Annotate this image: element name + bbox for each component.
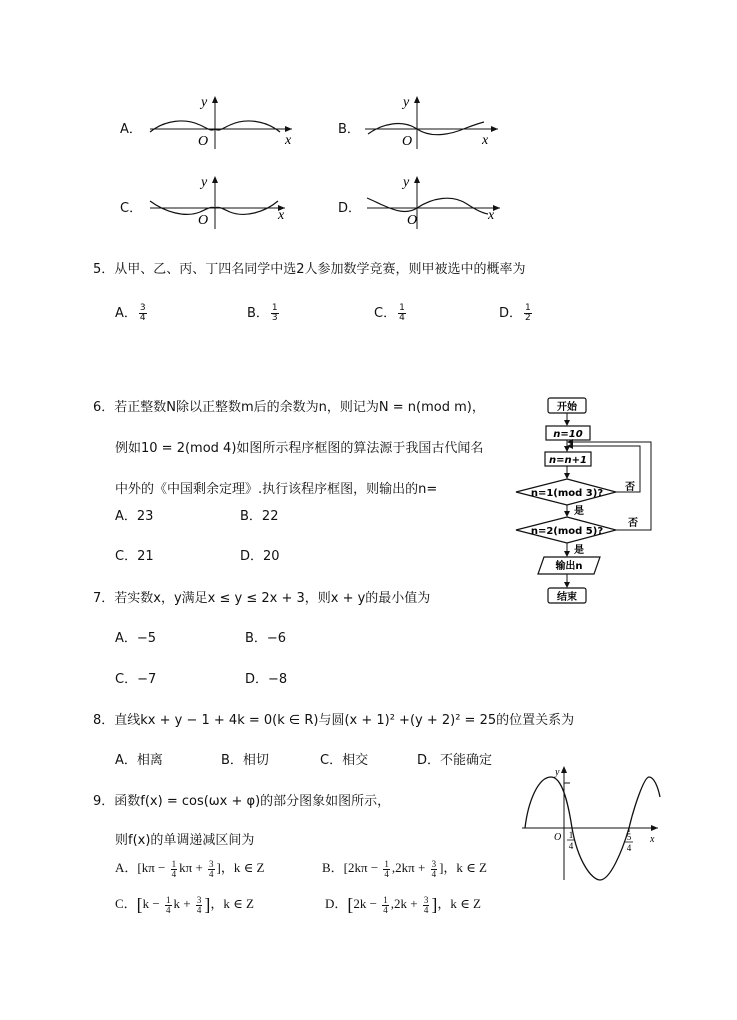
q4-d-origin: O <box>407 213 418 228</box>
q9-c-frac1 <box>165 896 172 915</box>
q9-c-den2: 4 <box>196 904 202 915</box>
q4-d-x-label: x <box>488 208 495 223</box>
q6-option-a: A．23 <box>115 509 154 524</box>
q7-option-d: D．−8 <box>245 672 288 687</box>
q4-c-x-label: x <box>278 208 285 223</box>
q5-c-den: 4 <box>399 313 405 323</box>
q6-line-1: 6．若正整数N除以正整数m后的余数为n，则记为N = n(mod m)， <box>93 400 485 415</box>
q9-b-num1: 1 <box>384 858 389 869</box>
q5-option-c <box>374 302 408 323</box>
q9-d-post: ，k ∈ Z <box>437 896 481 911</box>
flow-no-label-1: 否 <box>625 482 635 493</box>
q9-d-mid: ,2k + <box>390 896 421 911</box>
q4-b-origin: O <box>402 134 413 149</box>
q5-option-a-fraction <box>139 304 147 323</box>
q9-d-den1: 4 <box>383 904 388 915</box>
q6-line-3: 中外的《中国剩余定理》.执行该程序框图，则输出的n= <box>115 482 438 497</box>
q8-option-b: B．相切 <box>221 753 269 768</box>
q6-line-2: 例如10 = 2(mod 4)如图所示程序框图的算法源于我国古代闻名 <box>115 441 484 456</box>
flow-no-label-2: 否 <box>628 518 638 529</box>
q9-b-num2: 3 <box>431 858 437 869</box>
q9-graph-mark2-den: 4 <box>626 843 632 853</box>
flow-yes-label-1: 是 <box>574 506 584 517</box>
q4-a-x-label: x <box>285 133 292 148</box>
q8-question: 8．直线kx + y − 1 + 4k = 0(k ∈ R)与圆(x + 1)² +(y + 2)² = 25的位置关系为 <box>93 713 575 728</box>
q9-b-pre: [2kπ − <box>343 860 382 875</box>
q5-option-d-label: D． <box>499 306 523 321</box>
q4-option-a-label: A． <box>120 122 142 137</box>
q4-a-origin: O <box>198 134 209 149</box>
q9-line-2: 则f(x)的单调递减区间为 <box>115 833 255 848</box>
q4-graph-d <box>362 172 512 232</box>
flow-yes-label-2: 是 <box>574 545 584 556</box>
q9-d-num2: 3 <box>423 894 429 905</box>
q4-b-x-label: x <box>482 133 489 148</box>
q9-graph <box>518 762 663 887</box>
q7-option-a: A．−5 <box>115 631 157 646</box>
q5-c-num: 1 <box>399 303 405 313</box>
q9-b-frac1 <box>383 860 390 879</box>
q5-option-d-fraction <box>524 304 532 323</box>
q9-option-b <box>322 857 487 879</box>
q9-option-d <box>325 893 481 915</box>
q9-b-mid: ,2kπ + <box>391 860 429 875</box>
q9-a-num2: 3 <box>209 858 214 869</box>
q9-graph-y-label: y <box>555 767 560 778</box>
q4-c-y-label: y <box>201 175 208 190</box>
q6-option-c: C．21 <box>115 549 154 564</box>
q9-b-label: B． <box>322 860 344 875</box>
q5-option-c-label: C． <box>374 306 397 321</box>
q4-graph-a <box>145 92 295 152</box>
flow-end-text: 结束 <box>557 592 577 603</box>
q9-d-bracket-open: [ <box>347 894 354 915</box>
q9-d-frac1 <box>382 896 389 915</box>
q9-b-frac2 <box>431 860 438 879</box>
q7-question: 7．若实数x，y满足x ≤ y ≤ 2x + 3，则x + y的最小值为 <box>93 591 431 606</box>
q5-d-num: 1 <box>525 303 531 313</box>
q9-d-num1: 1 <box>383 894 388 905</box>
q6-option-b: B．22 <box>240 509 279 524</box>
q5-option-a-label: A． <box>115 306 137 321</box>
q9-b-den1: 4 <box>384 868 389 879</box>
q6-flowchart <box>508 392 658 612</box>
q8-option-d: D．不能确定 <box>417 753 493 768</box>
q9-a-frac1 <box>171 860 178 879</box>
q4-option-c-label: C． <box>120 201 143 216</box>
q9-graph-x-label: x <box>650 834 655 845</box>
q4-b-y-label: y <box>403 95 410 110</box>
q9-a-den1: 4 <box>171 868 177 879</box>
q8-option-c: C．相交 <box>320 753 369 768</box>
q9-d-pre: 2k − <box>353 896 381 911</box>
q9-option-c <box>115 893 254 915</box>
q4-option-b-label: B． <box>338 122 360 137</box>
q5-b-den: 3 <box>271 313 278 323</box>
q9-option-a <box>115 857 264 879</box>
q9-graph-mark2-num: 5 <box>626 832 632 842</box>
q9-a-post: ]，k ∈ Z <box>216 860 265 875</box>
q9-c-bracket-open: [ <box>136 894 143 915</box>
q9-c-den1: 4 <box>166 904 171 915</box>
q4-graph-b <box>360 92 510 152</box>
q9-a-frac2 <box>208 860 215 879</box>
flow-cond1-text: n=1(mod 3)? <box>530 488 604 499</box>
q5-a-num: 3 <box>139 303 146 313</box>
q5-option-c-fraction <box>398 304 406 323</box>
q5-option-a <box>115 302 149 323</box>
q5-b-num: 1 <box>271 303 278 313</box>
q9-c-num2: 3 <box>196 894 202 905</box>
flow-cond2-text: n=2(mod 5)? <box>530 526 604 537</box>
q7-option-b: B．−6 <box>245 631 287 646</box>
q4-c-origin: O <box>198 213 209 228</box>
flow-start-text: 开始 <box>557 402 577 413</box>
q9-d-den2: 4 <box>423 904 429 915</box>
flow-init-text: n=10 <box>553 429 583 440</box>
q4-option-d-label: D． <box>338 201 362 216</box>
q9-c-post: ，k ∈ Z <box>210 896 254 911</box>
q9-line-1: 9．函数f(x) = cos(ωx + φ)的部分图象如图所示， <box>93 794 391 809</box>
q9-graph-mark1-num: 1 <box>568 830 574 840</box>
q9-a-pre: [kπ − <box>137 860 169 875</box>
q5-question: 5．从甲、乙、丙、丁四名同学中选2人参加数学竞赛，则甲被选中的概率为 <box>93 262 526 277</box>
q8-option-a: A．相离 <box>115 753 163 768</box>
q9-c-mid: k + <box>173 896 194 911</box>
q5-option-d <box>499 302 534 323</box>
flow-step-text: n=n+1 <box>549 455 587 466</box>
q4-a-y-label: y <box>201 95 208 110</box>
q9-a-label: A． <box>115 860 138 875</box>
q9-c-num1: 1 <box>166 894 171 905</box>
q5-option-b <box>247 302 281 323</box>
q5-option-b-label: B． <box>247 306 269 321</box>
q9-c-bracket-close: ] <box>204 894 211 915</box>
q5-option-b-fraction <box>271 304 279 323</box>
q9-a-den2: 4 <box>209 868 214 879</box>
q9-a-mid: kπ + <box>179 860 207 875</box>
q9-b-den2: 4 <box>431 868 437 879</box>
q9-d-frac2 <box>423 896 430 915</box>
q9-a-num1: 1 <box>171 858 177 869</box>
q7-option-c: C．−7 <box>115 672 157 687</box>
q9-graph-origin: O <box>554 832 562 843</box>
q5-d-den: 2 <box>525 313 531 323</box>
flow-output-text: 输出n <box>555 561 583 572</box>
q9-d-label: D． <box>325 896 348 911</box>
q4-d-y-label: y <box>403 175 410 190</box>
q9-d-bracket-close: ] <box>431 894 438 915</box>
q9-graph-mark1-den: 4 <box>568 841 574 851</box>
q5-a-den: 4 <box>139 313 146 323</box>
q9-b-post: ]，k ∈ Z <box>439 860 487 875</box>
q4-graph-c <box>145 172 295 232</box>
q9-c-frac2 <box>196 896 203 915</box>
q6-option-d: D．20 <box>240 549 280 564</box>
q9-c-label: C． <box>115 896 137 911</box>
q9-c-pre: k − <box>142 896 164 911</box>
